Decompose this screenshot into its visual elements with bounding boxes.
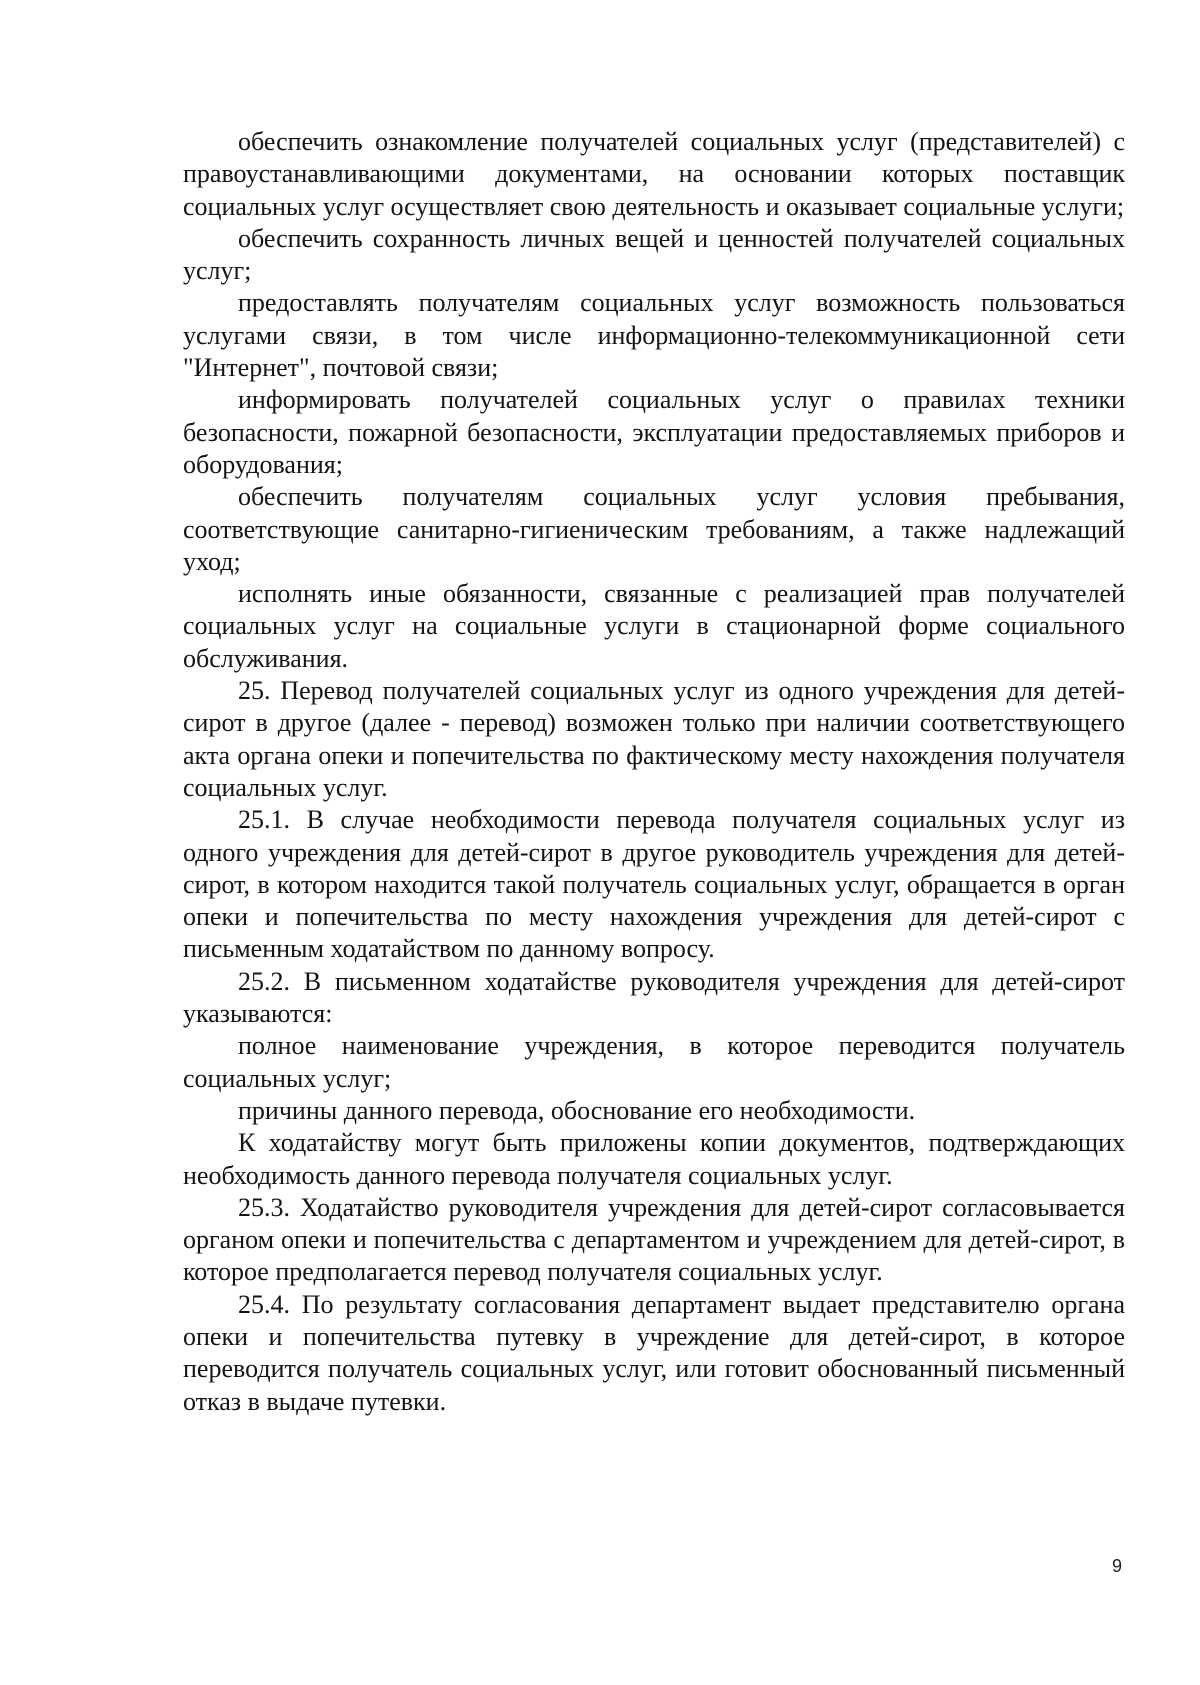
paragraph-section-25-3: 25.3. Ходатайство руководителя учреждения для детей-сирот согласовывается органом опеки и попечительства с департаментом и учреждением для детей-сирот, в которое предполагается перевод получателя социальных услуг. bbox=[183, 1192, 1125, 1287]
paragraph-familiarization: обеспечить ознакомление получателей социальных услуг (представителей) с правоустанавливающими документами, на основании которых поставщик социальных услуг осуществляет свою деятельность и оказывает социальные услуги; bbox=[183, 127, 1125, 221]
document-body bbox=[183, 126, 1125, 1418]
paragraph-section-25-2: 25.2. В письменном ходатайстве руководителя учреждения для детей-сирот указываются: bbox=[183, 966, 1125, 1029]
paragraph-attached-documents: К ходатайству могут быть приложены копии документов, подтверждающих необходимость данного перевода получателя социальных услуг. bbox=[183, 1128, 1125, 1190]
paragraph-section-25: 25. Перевод получателей социальных услуг из одного учреждения для детей-сирот в другое (далее - перевод) возможен только при наличии соответствующего акта органа опеки и попечительства по фактическому месту нахождения получателя социальных услуг. bbox=[183, 676, 1125, 802]
paragraph-full-name-of-institution: полное наименование учреждения, в которое переводится получатель социальных услуг; bbox=[183, 1031, 1125, 1093]
paragraph-safety-information: информировать получателей социальных услуг о правилах техники безопасности, пожарной безопасности, эксплуатации предоставляемых приборов и оборудования; bbox=[183, 385, 1125, 479]
paragraph-transfer-reasons: причины данного перевода, обоснование его необходимости. bbox=[238, 1095, 916, 1125]
paragraph-belongings-safety: обеспечить сохранность личных вещей и ценностей получателей социальных услуг; bbox=[183, 223, 1125, 286]
paragraph-communication-services: предоставлять получателям социальных услуг возможность пользоваться услугами связи, в том числе информационно-телекоммуникационной сети "Интернет", почтовой связи; bbox=[183, 288, 1125, 383]
paragraph-living-conditions: обеспечить получателям социальных услуг условия пребывания, соответствующие санитарно-гигиеническим требованиям, а также надлежащий уход; bbox=[183, 482, 1125, 576]
paragraph-section-25-4: 25.4. По результату согласования департамент выдает представителю органа опеки и попечительства путевку в учреждение для детей-сирот, в которое переводится получатель социальных услуг, или готовит обоснованный письменный отказ в выдаче путевки. bbox=[183, 1289, 1125, 1416]
paragraph-section-25-1: 25.1. В случае необходимости перевода получателя социальных услуг из одного учреждения для детей-сирот в другое руководитель учреждения для детей-сирот, в котором находится такой получатель социальных услуг, обращается в орган опеки и попечительства по месту нахождения учреждения для детей-сирот с письменным ходатайством по данному вопросу. bbox=[183, 805, 1125, 964]
page-number: 9 bbox=[1112, 1556, 1123, 1576]
paragraph-other-duties: исполнять иные обязанности, связанные с реализацией прав получателей социальных услуг на социальные услуги в стационарной форме социального обслуживания. bbox=[183, 579, 1125, 673]
